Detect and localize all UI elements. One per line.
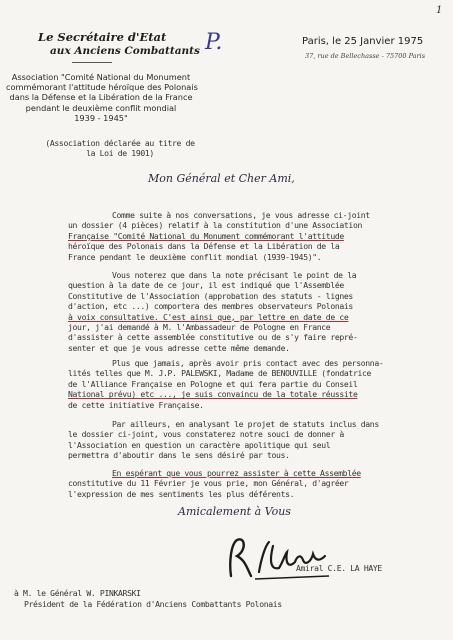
paragraph-line: permettra d'aboutir dans le sens désiré par tous. bbox=[68, 450, 290, 461]
declared-note-line: (Association déclarée au titre de bbox=[45, 138, 195, 148]
paragraph-line: question à la date de ce jour, il est indiqué que l'Assemblée bbox=[68, 280, 344, 291]
paragraph-line: de cette initiative Française. bbox=[68, 399, 204, 410]
paragraph-line: Constitutive de l'Association (approbation des statuts - lignes bbox=[68, 290, 353, 301]
association-line: Association "Comité National du Monument bbox=[11, 72, 191, 82]
paragraph-line: senter et que je vous adresse cette même demande. bbox=[68, 342, 290, 353]
paragraph-line: Comme suite à nos conversations, je vous adresse ci-joint bbox=[112, 210, 370, 220]
annotation-p: P. bbox=[205, 30, 223, 55]
paragraph-5 bbox=[68, 468, 361, 499]
signature-mark bbox=[225, 532, 335, 584]
paragraph-line: jour, j'ai demandé à M. l'Ambassadeur de Pologne en France bbox=[68, 322, 331, 333]
paragraph-line: En espérant que vous pourrez assister à cette Assemblée bbox=[112, 468, 361, 478]
recipient-line-2: Président de la Fédération d'Anciens Combattants Polonais bbox=[24, 599, 282, 609]
paragraph-line: Plus que jamais, après avoir pris contact avec des personna- bbox=[112, 358, 384, 368]
letterhead-subtitle: aux Anciens Combattants bbox=[50, 45, 200, 57]
salutation: Mon Général et Cher Ami, bbox=[148, 172, 295, 185]
paragraph-line: héroïque des Polonais dans la Défense et la Libération de la bbox=[68, 241, 340, 252]
paragraph-1 bbox=[68, 210, 370, 262]
paragraph-line: un dossier (4 pièces) relatif à la constitution d'une Association bbox=[68, 220, 362, 231]
association-line: pendant le deuxième conflit mondial bbox=[25, 102, 177, 113]
declared-note-line: la Loi de 1901) bbox=[86, 148, 154, 159]
recipient-line-1: à M. le Général W. PINKARSKI bbox=[14, 588, 141, 598]
paragraph-line: d'assister à cette assemblée constitutive ou de s'y faire repré- bbox=[68, 332, 358, 343]
paragraph-line: lités telles que M. J.P. PALEWSKI, Madame de BENOUVILLE (fondatrice bbox=[68, 368, 372, 379]
paragraph-2 bbox=[68, 270, 357, 353]
paragraph-line: constitutive du 11 Février je vous prie, mon Général, d'agréer bbox=[68, 478, 349, 489]
paragraph-line: Par ailleurs, en analysant le projet de statuts inclus dans bbox=[112, 419, 379, 429]
association-line: 1939 - 1945" bbox=[74, 112, 128, 123]
paragraph-line: l'expression de mes sentiments les plus déférents. bbox=[68, 488, 295, 499]
address: 37, rue de Bellechasse - 75700 Paris bbox=[305, 52, 426, 60]
paragraph-line: le dossier ci-joint, vous constaterez notre souci de donner à bbox=[68, 429, 344, 440]
paragraph-line: d'action, etc ...) comportera des membres observateurs Polonais bbox=[68, 301, 353, 312]
page-number: 1 bbox=[436, 5, 443, 16]
place-date: Paris, le 25 Janvier 1975 bbox=[302, 36, 424, 47]
association-line: commémorant l'attitude héroïque des Polonais bbox=[6, 82, 198, 93]
paragraph-line: National prévu) etc ..., je suis convaincu de la totale réussite bbox=[68, 389, 358, 400]
closing-handwritten: Amicalement à Vous bbox=[178, 505, 291, 518]
paragraph-line: à voix consultative. C'est ainsi que, par lettre en date de ce bbox=[68, 311, 349, 322]
association-line: dans la Défense et la Libération de la France bbox=[9, 92, 193, 103]
paragraph-4 bbox=[68, 419, 379, 461]
paragraph-line: l'Association en question un caractère apolitique qui seul bbox=[68, 439, 331, 450]
letterhead-title: Le Secrétaire d'Etat bbox=[38, 30, 167, 44]
paragraph-3 bbox=[68, 358, 383, 410]
paragraph-line: Française "Comité National du Monument commémorant l'attitude bbox=[68, 230, 344, 241]
declared-note bbox=[40, 138, 200, 159]
paragraph-line: de l'Alliance Française en Pologne et qui fera partie du Conseil bbox=[68, 378, 358, 389]
paragraph-line: Vous noterez que dans la note précisant le point de la bbox=[112, 270, 357, 280]
association-block bbox=[6, 72, 196, 123]
paragraph-line: France pendant le deuxième conflit mondial (1939-1945)". bbox=[68, 251, 322, 262]
letterhead-rule bbox=[72, 62, 112, 63]
signatory: Amiral C.E. LA HAYE bbox=[296, 563, 382, 573]
